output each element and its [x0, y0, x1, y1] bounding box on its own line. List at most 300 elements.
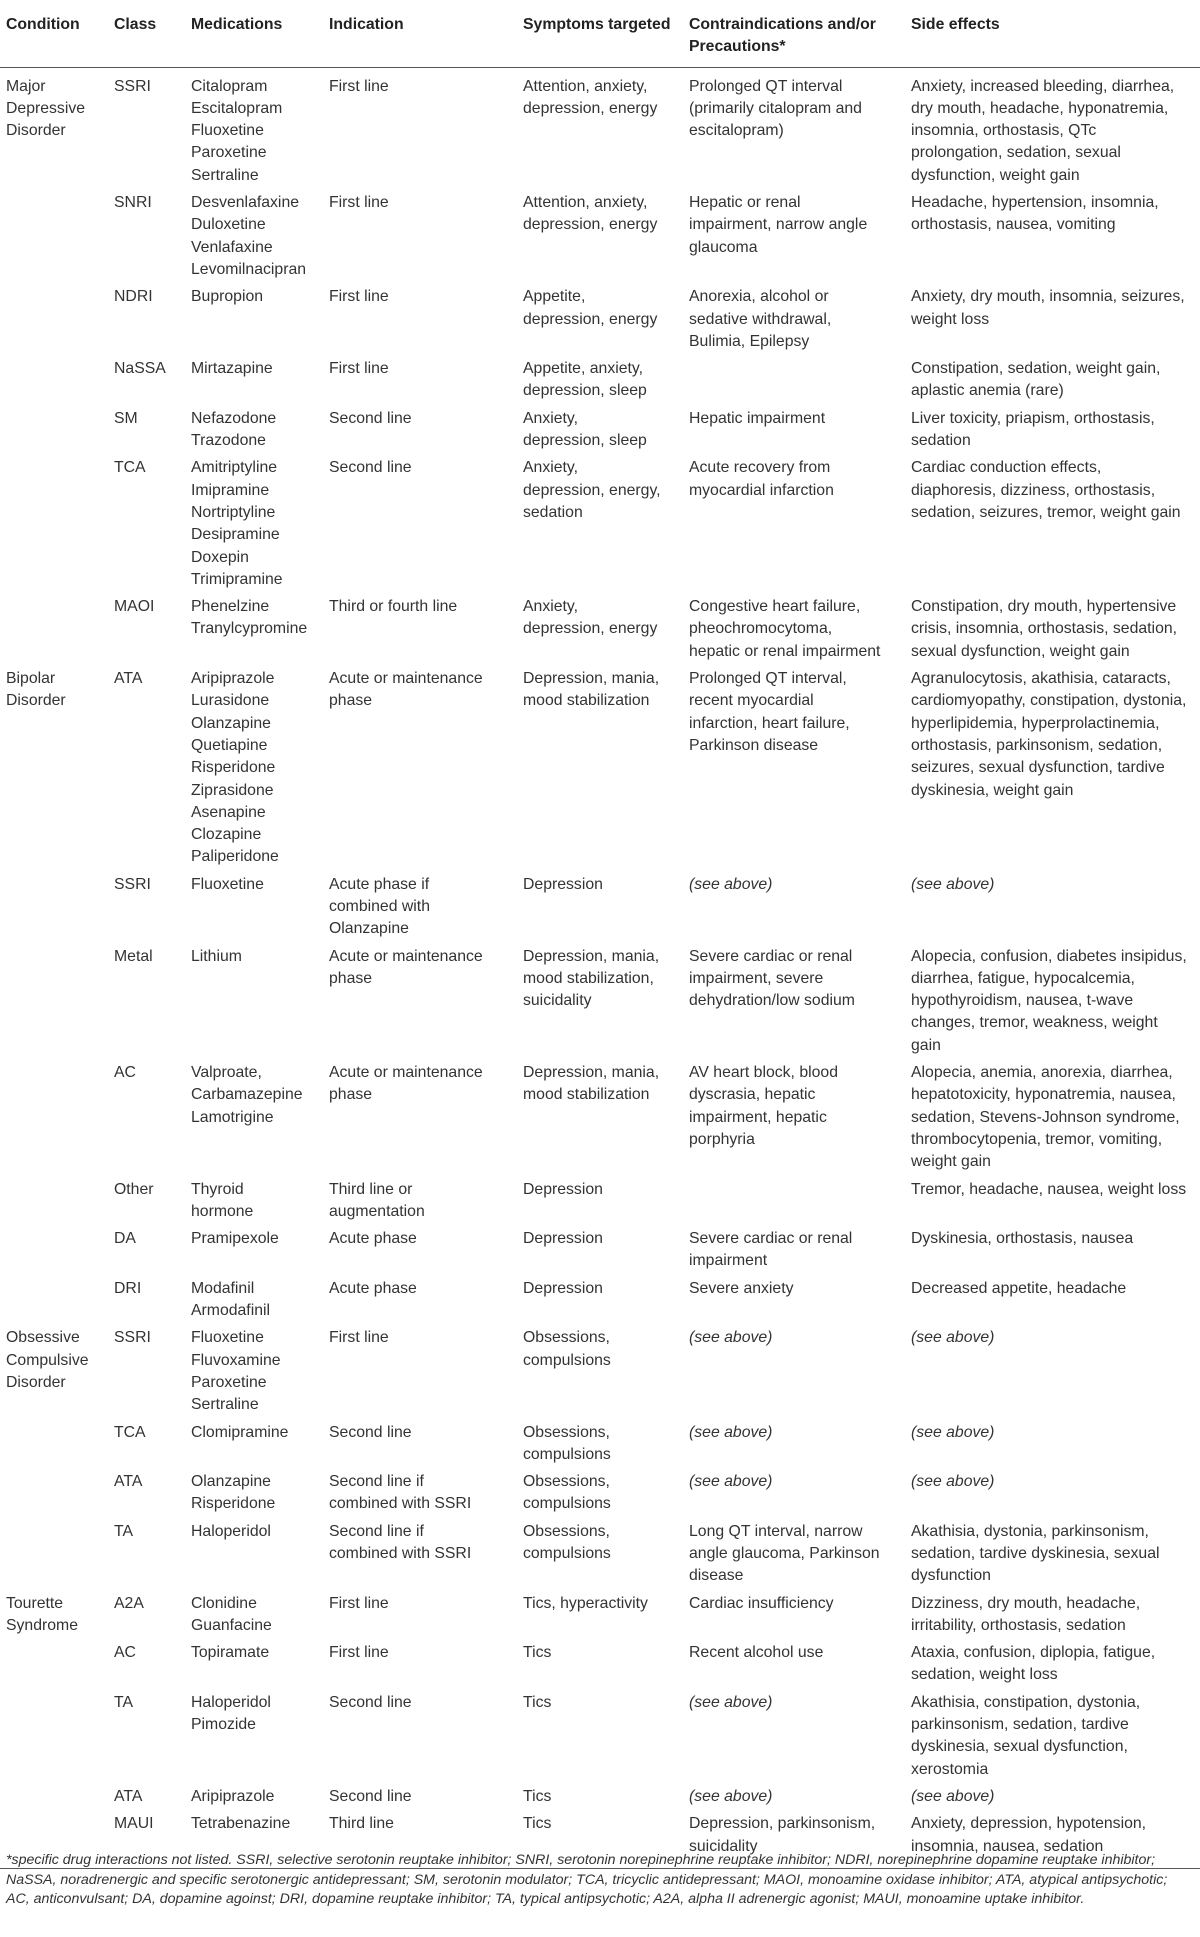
table-row: [0, 1419, 1200, 1469]
cell-side-effects-line: seizures, sexual dysfunction, tardive: [911, 759, 1165, 777]
cell-indication: [323, 1590, 517, 1640]
cell-side-effects-line: hyperlipidemia, hyperprolactinemia,: [911, 714, 1160, 732]
cell-contraindications-line: Recent alcohol use: [689, 1644, 824, 1662]
cell-symptoms-line: Tics: [523, 1815, 552, 1833]
cell-side-effects-line: Alopecia, anemia, anorexia, diarrhea,: [911, 1064, 1173, 1082]
footnote-line: reuptake inhibitor; NaSSA, noradrenergic and specific serotonergic antidepressant; SM, serotonin modulator; TCA, tricyclic antidepressant; MAOI, monoamine oxidase: [6, 1852, 1156, 1888]
cell-side-effects-line: Decreased appetite, headache: [911, 1279, 1127, 1297]
cell-medications-line: Haloperidol: [191, 1522, 271, 1540]
cell-side-effects-line: Anxiety, depression, hypotension,: [911, 1815, 1147, 1833]
cell-medications: [185, 1225, 323, 1275]
cell-indication: [323, 1275, 517, 1325]
cell-medications: [185, 67, 323, 189]
cell-indication: [323, 405, 517, 455]
cell-medications-line: Olanzapine: [191, 1473, 271, 1491]
cell-condition-line: Depressive: [6, 99, 86, 117]
see-above-note: (see above): [689, 1693, 773, 1711]
cell-class: [108, 283, 185, 355]
header-medications: [185, 0, 323, 67]
cell-medications-line: Desipramine: [191, 526, 280, 544]
cell-side-effects: [905, 1176, 1200, 1226]
cell-side-effects-line: sedation, tardive dyskinesia, sexual: [911, 1545, 1160, 1562]
cell-indication: [323, 355, 517, 405]
cell-symptoms-line: compulsions: [523, 1545, 611, 1562]
table-row: [0, 1518, 1200, 1590]
cell-contraindications-line: (primarily citalopram and: [689, 99, 862, 117]
cell-class-text: AC: [114, 1644, 136, 1662]
cell-contraindications: [683, 1468, 905, 1518]
cell-medications-line: Mirtazapine: [191, 360, 273, 378]
cell-contraindications-line: pheochromocytoma,: [689, 620, 833, 638]
cell-symptoms: [517, 1324, 683, 1418]
cell-medications-line: Modafinil: [191, 1279, 255, 1297]
cell-indication: [323, 283, 517, 355]
table-row: [0, 1590, 1200, 1640]
cell-symptoms: [517, 1419, 683, 1469]
cell-medications-line: Valproate,: [191, 1064, 262, 1082]
cell-side-effects-line: weight loss: [911, 310, 990, 328]
cell-symptoms-line: depression, energy: [523, 99, 658, 117]
cell-symptoms-line: Depression, mania,: [523, 947, 660, 965]
cell-symptoms-line: Anxiety,: [523, 409, 579, 427]
cell-side-effects-line: thrombocytopenia, tremor, vomiting,: [911, 1130, 1163, 1148]
cell-side-effects: [905, 454, 1200, 593]
cell-side-effects: [905, 871, 1200, 943]
cell-side-effects-line: Cardiac conduction effects,: [911, 459, 1102, 477]
cell-medications-line: Guanfacine: [191, 1616, 272, 1634]
cell-contraindications: [683, 1324, 905, 1418]
cell-side-effects: [905, 189, 1200, 283]
cell-symptoms: [517, 189, 683, 283]
header-contraindications-line: Contraindications and/or: [689, 16, 876, 33]
footnote-line: *specific drug interactions not listed. SSRI, selective serotonin reuptake inhibitor; SNRI, serotonin norepinephrine reuptake inhibitor; NDRI, norepinephrine dopamine: [6, 1852, 1039, 1868]
cell-contraindications-line: Parkinson disease: [689, 736, 819, 754]
cell-indication: [323, 1419, 517, 1469]
cell-indication-line: Third or fourth line: [329, 598, 458, 616]
cell-indication-line: Acute phase: [329, 1279, 417, 1297]
table-footnote: [6, 1851, 1194, 1910]
cell-side-effects-line: Liver toxicity, priapism, orthostasis,: [911, 409, 1155, 427]
cell-indication-line: Acute or maintenance: [329, 947, 483, 965]
cell-class-text: SM: [114, 409, 138, 427]
cell-medications: [185, 665, 323, 871]
cell-medications-line: Risperidone: [191, 1495, 276, 1513]
cell-condition: [0, 1176, 108, 1226]
cell-indication-line: Second line: [329, 459, 412, 477]
cell-indication-line: First line: [329, 360, 389, 378]
cell-contraindications-line: escitalopram): [689, 122, 784, 140]
cell-class-text: SSRI: [114, 875, 151, 893]
table-row: [0, 1639, 1200, 1689]
cell-class-text: A2A: [114, 1594, 144, 1612]
see-above-note: (see above): [911, 875, 995, 893]
cell-contraindications: [683, 1689, 905, 1783]
header-side-effects: [905, 0, 1200, 67]
cell-symptoms-line: compulsions: [523, 1495, 611, 1513]
cell-indication-line: Second line: [329, 409, 412, 427]
cell-medications-line: Imipramine: [191, 481, 270, 499]
cell-condition-line: Bipolar: [6, 670, 56, 688]
cell-indication: [323, 593, 517, 665]
cell-condition: [0, 871, 108, 943]
cell-condition-line: Disorder: [6, 692, 66, 710]
cell-indication-line: augmentation: [329, 1202, 425, 1220]
cell-contraindications-line: Acute recovery from: [689, 459, 831, 477]
cell-side-effects-line: Dyskinesia, orthostasis, nausea: [911, 1230, 1134, 1248]
cell-class-text: TCA: [114, 459, 146, 477]
cell-side-effects-line: Tremor, headache, nausea, weight loss: [911, 1180, 1187, 1198]
cell-condition: [0, 1639, 108, 1689]
cell-class: [108, 1518, 185, 1590]
cell-condition-line: Tourette: [6, 1594, 64, 1612]
cell-class: [108, 189, 185, 283]
cell-medications-line: Aripiprazole: [191, 670, 275, 688]
cell-class: [108, 1590, 185, 1640]
cell-side-effects: [905, 1275, 1200, 1325]
cell-symptoms: [517, 1689, 683, 1783]
cell-condition: [0, 189, 108, 283]
cell-symptoms-line: sedation: [523, 503, 583, 521]
cell-symptoms: [517, 1590, 683, 1640]
cell-symptoms-line: depression, energy: [523, 216, 658, 234]
cell-contraindications: [683, 67, 905, 189]
cell-class: [108, 1059, 185, 1175]
cell-side-effects: [905, 1419, 1200, 1469]
cell-class: [108, 1468, 185, 1518]
cell-medications-line: Paroxetine: [191, 1373, 267, 1391]
cell-contraindications-line: Long QT interval, narrow: [689, 1522, 863, 1540]
cell-medications: [185, 1275, 323, 1325]
cell-class: [108, 871, 185, 943]
cell-side-effects: [905, 1689, 1200, 1783]
cell-side-effects-line: diarrhea, fatigue, hypocalcemia,: [911, 969, 1135, 987]
cell-medications: [185, 189, 323, 283]
cell-medications: [185, 283, 323, 355]
cell-side-effects: [905, 1590, 1200, 1640]
cell-medications: [185, 1590, 323, 1640]
cell-medications-line: Trimipramine: [191, 570, 283, 588]
cell-class-text: TCA: [114, 1423, 146, 1441]
cell-symptoms-line: Depression, mania,: [523, 670, 660, 688]
cell-symptoms-line: depression, energy: [523, 310, 658, 328]
cell-contraindications: [683, 1783, 905, 1810]
table-row: [0, 1275, 1200, 1325]
cell-contraindications-line: dehydration/low sodium: [689, 992, 855, 1010]
cell-condition: [0, 1689, 108, 1783]
cell-medications-line: Fluoxetine: [191, 122, 264, 140]
cell-indication-line: phase: [329, 1086, 373, 1104]
see-above-note: (see above): [689, 1787, 773, 1805]
cell-class: [108, 665, 185, 871]
cell-indication-line: Acute or maintenance: [329, 670, 483, 688]
cell-contraindications-line: porphyria: [689, 1130, 755, 1148]
cell-indication-line: Third line: [329, 1815, 394, 1833]
header-symptoms-line: targeted: [608, 16, 671, 33]
cell-medications-line: Doxepin: [191, 548, 249, 566]
cell-symptoms-line: Obsessions,: [523, 1329, 610, 1347]
cell-indication-line: Second line: [329, 1693, 412, 1711]
cell-symptoms-line: Appetite,: [523, 288, 586, 306]
cell-side-effects-line: xerostomia: [911, 1760, 989, 1778]
cell-indication-line: Acute phase if: [329, 875, 430, 893]
cell-condition: [0, 1783, 108, 1810]
cell-medications-line: Olanzapine: [191, 714, 271, 732]
cell-class-text: AC: [114, 1064, 136, 1082]
cell-medications-line: Lurasidone: [191, 692, 270, 710]
cell-symptoms-line: Depression: [523, 875, 603, 893]
cell-side-effects-line: aplastic anemia (rare): [911, 382, 1064, 400]
cell-indication: [323, 1468, 517, 1518]
cell-contraindications-line: angle glaucoma, Parkinson: [689, 1545, 880, 1562]
cell-indication: [323, 1639, 517, 1689]
cell-symptoms: [517, 1225, 683, 1275]
cell-condition: [0, 1518, 108, 1590]
cell-symptoms-line: Attention, anxiety,: [523, 194, 648, 212]
cell-side-effects-line: Headache, hypertension, insomnia,: [911, 194, 1159, 212]
cell-indication: [323, 665, 517, 871]
cell-side-effects: [905, 1324, 1200, 1418]
cell-contraindications-line: disease: [689, 1567, 744, 1585]
cell-side-effects-line: dyskinesia, weight gain: [911, 781, 1074, 799]
table-row: [0, 1689, 1200, 1783]
cell-indication-line: First line: [329, 1594, 389, 1612]
cell-indication-line: First line: [329, 288, 389, 306]
cell-medications-line: Venlafaxine: [191, 238, 273, 256]
cell-class: [108, 1419, 185, 1469]
cell-symptoms-line: Anxiety,: [523, 459, 579, 477]
cell-medications-line: Levomilnacipran: [191, 260, 307, 278]
cell-contraindications: [683, 283, 905, 355]
cell-contraindications: [683, 1225, 905, 1275]
cell-class: [108, 1225, 185, 1275]
header-row: [0, 0, 1200, 67]
cell-medications: [185, 1468, 323, 1518]
cell-contraindications-line: Severe cardiac or renal: [689, 1230, 853, 1248]
cell-symptoms: [517, 1783, 683, 1810]
cell-symptoms-line: Obsessions,: [523, 1423, 610, 1441]
cell-class-text: ATA: [114, 1787, 143, 1805]
cell-side-effects-line: changes, tremor, weakness, weight: [911, 1014, 1158, 1032]
cell-contraindications: [683, 1518, 905, 1590]
cell-class: [108, 67, 185, 189]
header-condition-label: Condition: [6, 16, 80, 33]
cell-class: [108, 1275, 185, 1325]
cell-side-effects-line: Constipation, dry mouth, hypertensive: [911, 598, 1177, 616]
cell-class-text: MAOI: [114, 598, 155, 616]
cell-indication-line: combined with SSRI: [329, 1545, 472, 1562]
cell-medications-line: Nortriptyline: [191, 503, 276, 521]
table-row: [0, 405, 1200, 455]
table-row: [0, 189, 1200, 283]
table-row: [0, 1225, 1200, 1275]
cell-symptoms-line: mood stabilization: [523, 692, 650, 710]
cell-contraindications-line: Severe anxiety: [689, 1279, 794, 1297]
cell-symptoms: [517, 1468, 683, 1518]
cell-contraindications-line: Congestive heart failure,: [689, 598, 861, 616]
cell-side-effects: [905, 1518, 1200, 1590]
cell-side-effects: [905, 593, 1200, 665]
cell-condition: [0, 1225, 108, 1275]
cell-indication: [323, 1783, 517, 1810]
table-row: [0, 1783, 1200, 1810]
cell-medications: [185, 1639, 323, 1689]
cell-symptoms-line: Appetite, anxiety,: [523, 360, 644, 378]
cell-symptoms-line: Obsessions,: [523, 1522, 610, 1540]
cell-indication: [323, 1324, 517, 1418]
cell-side-effects-line: hepatotoxicity, hyponatremia, nausea,: [911, 1086, 1176, 1104]
cell-side-effects-line: diaphoresis, dizziness, orthostasis,: [911, 481, 1156, 499]
cell-indication: [323, 1176, 517, 1226]
cell-side-effects-line: orthostasis, nausea, vomiting: [911, 216, 1116, 234]
cell-symptoms-line: Depression: [523, 1279, 603, 1297]
cell-indication-line: First line: [329, 1329, 389, 1347]
cell-medications-line: Ziprasidone: [191, 781, 274, 799]
cell-symptoms: [517, 1059, 683, 1175]
cell-symptoms-line: mood stabilization,: [523, 969, 654, 987]
cell-condition-line: Obsessive: [6, 1329, 80, 1347]
cell-contraindications-line: Prolonged QT interval,: [689, 670, 847, 688]
cell-condition: [0, 1059, 108, 1175]
cell-contraindications: [683, 1275, 905, 1325]
cell-condition: [0, 405, 108, 455]
cell-indication: [323, 67, 517, 189]
header-symptoms-line: Symptoms: [523, 16, 604, 33]
cell-symptoms-line: depression, sleep: [523, 432, 647, 450]
cell-indication-line: Olanzapine: [329, 920, 409, 938]
cell-medications-line: Bupropion: [191, 288, 264, 306]
cell-class-text: SSRI: [114, 77, 151, 95]
cell-medications-line: Pimozide: [191, 1716, 256, 1734]
cell-symptoms-line: Obsessions,: [523, 1473, 610, 1491]
cell-side-effects-line: crisis, insomnia, orthostasis, sedation,: [911, 620, 1178, 638]
cell-contraindications-line: recent myocardial: [689, 692, 814, 710]
cell-medications: [185, 871, 323, 943]
cell-side-effects-line: dry mouth, headache, hyponatremia,: [911, 99, 1169, 117]
cell-medications-line: Trazodone: [191, 432, 266, 450]
cell-medications: [185, 355, 323, 405]
cell-class-text: DRI: [114, 1279, 142, 1297]
cell-condition: [0, 454, 108, 593]
cell-contraindications: [683, 189, 905, 283]
cell-side-effects-line: Anxiety, dry mouth, insomnia, seizures,: [911, 288, 1185, 306]
cell-class: [108, 1176, 185, 1226]
cell-side-effects: [905, 405, 1200, 455]
table-row: [0, 593, 1200, 665]
cell-medications-line: Paliperidone: [191, 848, 279, 866]
cell-class-text: NaSSA: [114, 360, 166, 378]
cell-condition-line: Compulsive: [6, 1351, 89, 1369]
cell-contraindications-line: AV heart block, blood: [689, 1064, 838, 1082]
cell-side-effects: [905, 1639, 1200, 1689]
cell-symptoms: [517, 593, 683, 665]
header-contraindications-line: Precautions*: [689, 38, 786, 56]
cell-indication: [323, 1059, 517, 1175]
cell-medications-line: Duloxetine: [191, 216, 266, 234]
cell-indication-line: Third line or: [329, 1180, 413, 1198]
cell-medications-line: Sertraline: [191, 166, 259, 184]
cell-symptoms: [517, 1176, 683, 1226]
cell-condition-line: Disorder: [6, 122, 66, 140]
cell-condition: [0, 355, 108, 405]
cell-medications-line: Clomipramine: [191, 1423, 289, 1441]
cell-symptoms-line: compulsions: [523, 1445, 611, 1463]
cell-symptoms-line: Depression, mania,: [523, 1064, 660, 1082]
cell-class: [108, 405, 185, 455]
cell-contraindications-line: Bulimia, Epilepsy: [689, 332, 810, 350]
cell-medications-line: Paroxetine: [191, 144, 267, 162]
cell-symptoms: [517, 871, 683, 943]
cell-contraindications-line: Cardiac insufficiency: [689, 1594, 834, 1612]
cell-indication: [323, 189, 517, 283]
cell-symptoms-line: Attention, anxiety,: [523, 77, 648, 95]
cell-symptoms-line: compulsions: [523, 1351, 611, 1369]
cell-indication-line: Second line if: [329, 1473, 424, 1491]
cell-medications-line: Quetiapine: [191, 736, 268, 754]
cell-side-effects: [905, 1225, 1200, 1275]
cell-class-text: Metal: [114, 947, 153, 965]
cell-contraindications: [683, 1419, 905, 1469]
cell-indication-line: phase: [329, 969, 373, 987]
cell-symptoms-line: Tics: [523, 1787, 552, 1805]
cell-class-text: SSRI: [114, 1329, 151, 1347]
cell-side-effects-line: irritability, orthostasis, sedation: [911, 1616, 1126, 1634]
cell-indication-line: First line: [329, 1644, 389, 1662]
cell-symptoms-line: Depression: [523, 1230, 603, 1248]
cell-symptoms-line: Depression: [523, 1180, 603, 1198]
cell-contraindications-line: hepatic or renal impairment: [689, 642, 881, 660]
cell-class: [108, 454, 185, 593]
cell-side-effects-line: dyskinesia, sexual dysfunction,: [911, 1738, 1128, 1756]
table-row: [0, 283, 1200, 355]
cell-class-text: Other: [114, 1180, 154, 1198]
cell-symptoms: [517, 665, 683, 871]
cell-contraindications-line: suicidality: [689, 1837, 758, 1855]
cell-symptoms-line: Tics: [523, 1644, 552, 1662]
cell-class-text: TA: [114, 1693, 134, 1711]
cell-condition: [0, 1468, 108, 1518]
cell-indication-line: Acute phase: [329, 1230, 417, 1248]
cell-contraindications-line: sedative withdrawal,: [689, 310, 832, 328]
cell-side-effects-line: Akathisia, constipation, dystonia,: [911, 1693, 1141, 1711]
cell-medications-line: Nefazodone: [191, 409, 277, 427]
cell-class: [108, 1783, 185, 1810]
cell-symptoms: [517, 1639, 683, 1689]
cell-medications: [185, 1324, 323, 1418]
cell-side-effects-line: gain: [911, 1036, 941, 1054]
cell-indication-line: combined with: [329, 897, 430, 915]
cell-contraindications-line: glaucoma: [689, 238, 758, 256]
cell-contraindications: [683, 355, 905, 405]
cell-contraindications: [683, 405, 905, 455]
see-above-note: (see above): [689, 1473, 773, 1491]
header-symptoms: [517, 0, 683, 67]
cell-side-effects-line: Agranulocytosis, akathisia, cataracts,: [911, 670, 1171, 688]
cell-indication: [323, 1689, 517, 1783]
cell-side-effects-line: insomnia, orthostasis, QTc: [911, 122, 1097, 140]
cell-condition: [0, 1590, 108, 1640]
footnote-line: agonist; MAUI, monoamine uptake inhibitor.: [809, 1891, 1085, 1908]
cell-symptoms-line: Tics: [523, 1693, 552, 1711]
cell-medications: [185, 1518, 323, 1590]
header-indication-label: Indication: [329, 16, 404, 33]
cell-symptoms-line: depression, energy: [523, 620, 658, 638]
cell-contraindications-line: Prolonged QT interval: [689, 77, 843, 95]
cell-side-effects-line: sedation, Stevens-Johnson syndrome,: [911, 1108, 1180, 1126]
cell-condition: [0, 67, 108, 189]
cell-indication-line: Second line: [329, 1787, 412, 1805]
header-side-effects-label: Side effects: [911, 16, 1000, 33]
cell-contraindications-line: impairment, hepatic: [689, 1108, 827, 1126]
